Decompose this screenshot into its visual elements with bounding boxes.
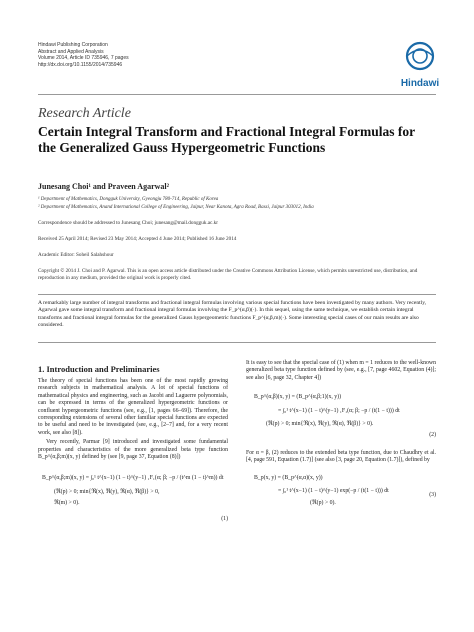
equation-line: ℜ(m) > 0). [54,500,80,507]
section-heading: 1. Introduction and Preliminaries [38,364,160,374]
equation-line: (ℜ(p) > 0). [310,500,336,507]
equation-line: B_p(x, y) = (B_p^(α,α)(x, y)) [254,474,323,481]
affiliation-1: ¹ Department of Mathematics, Dongguk University, Gyeongju 780-714, Republic of Korea [38,197,219,202]
equation-number: (3) [429,491,436,498]
journal-header [38,42,129,68]
paragraph: It is easy to see that the special case of (1) when m = 1 reduces to the well-known generalized beta type function defined by (see, e.g., [7, page 4602, Equation (4)]; see also [6, page 32, Chapter 4]) [246,360,436,381]
equation-line: B_p^(α,β;m)(x, y) = ∫₀¹ t^(x−1) (1 − t)^(y−1) ₁F₁(α; β; −p / (t^m (1 − t)^m)) dt [42,475,224,482]
title-line: Certain Integral Transform and Fractional Integral Formulas for [38,124,416,139]
equation-2 [246,394,436,428]
equation-line: = ∫₀¹ t^(x−1) (1 − t)^(y−1) ₁F₁(α; β; −p / (t(1 − t))) dt [278,407,400,414]
title-line: the Generalized Gauss Hypergeometric Functions [38,140,326,155]
header-divider [38,94,436,95]
equation-line: (ℜ(p) > 0; min{ℜ(x), ℜ(y), ℜ(α), ℜ(β)} > 0). [266,421,374,428]
hindawi-logo-icon [392,38,448,80]
affiliation-2: ² Department of Mathematics, Anand International College of Engineering, Jaipur, Near Kanota, Agra Road, Bassi, Jaipur 303012, India [38,205,314,210]
academic-editor: Academic Editor: Soheil Salahshour [38,252,114,258]
hindawi-logo-text: Hindawi [400,78,440,89]
equation-number: (1) [221,515,228,522]
article-type: Research Article [38,106,131,121]
header-doi-link[interactable]: http://dx.doi.org/10.1155/2014/735946 [38,61,123,68]
abstract-text: A remarkably large number of integral transforms and fractional integral formulas involving various special functions have been investigated by many authors. Very recently, Agarwal gave some integral transform and fractional integral formulas involving the F_p^(α,β)(·). In this sequel, using the same technique, we establish certain integral transforms and fractional integral formulas for the generalized Gauss hypergeometric functions F_p^(α,β,m)(·). Some interesting special cases of our main results are also considered. [38,300,427,328]
article-title [38,124,438,156]
header-line: Abstract and Applied Analysis [38,48,104,55]
abstract-divider-top [38,294,436,295]
equation-1 [38,475,228,507]
right-column [246,360,436,507]
header-line: Volume 2014, Article ID 735946, 7 pages [38,55,129,61]
paragraph: For α = β, (2) reduces to the extended beta type function, due to Chaudhry et al. [4, page 591, Equation (1.7)] (see also [3, page 20, Equation (1.7)]), defined by [246,449,436,464]
equation-line: (ℜ(p) > 0; min{ℜ(x), ℜ(y), ℜ(α), ℜ(β)} > 0, [54,488,160,495]
left-column [38,378,228,523]
article-dates: Received 25 April 2014; Revised 23 May 2014; Accepted 4 June 2014; Published 16 June 2014 [38,236,237,242]
paragraph: Very recently, Parmar [9] introduced and investigated some fundamental properties and characteristics of the more generalized beta type function B_p^(α,β;m)(x, y) defined by (see [9, page 37, Equation (8)]) [38,439,228,461]
equation-line: = ∫₀¹ t^(x−1) (1 − t)^(y−1) exp(−p / (t(1 − t))) dt [278,488,389,495]
paragraph: The theory of special functions has been one of the most rapidly growing research subjects in mathematical analysis. A lot of special functions of mathematical physics and engineering, such as Jacobi and Laguerre polynomials, can be expressed in terms of the generalized hypergeometric functions or confluent hypergeometric functions (see, e.g., [1, pages 66–69]). Therefore, the corresponding extensions of several other familiar special functions are expected to be useful and need to be investigated (see, e.g., [2–7] and, for a very recent work, see also [8]). [38,378,228,436]
abstract-divider-bottom [38,342,436,343]
correspondence: Correspondence should be addressed to Junesang Choi; junesang@mail.dongguk.ac.kr [38,220,218,226]
authors: Junesang Choi¹ and Praveen Agarwal² [38,182,170,191]
copyright-notice: Copyright © 2014 J. Choi and P. Agarwal. This is an open access article distributed under the Creative Commons Attribution License, which permits unrestricted use, distribution, and reproduction in any medium, provided the original work is properly cited. [38,268,418,281]
header-line: Hindawi Publishing Corporation [38,42,108,48]
equation-line: B_p^(α,β)(x, y) = (B_p^(α,β;1)(x, y)) [254,394,342,401]
equation-number: (2) [429,432,436,439]
